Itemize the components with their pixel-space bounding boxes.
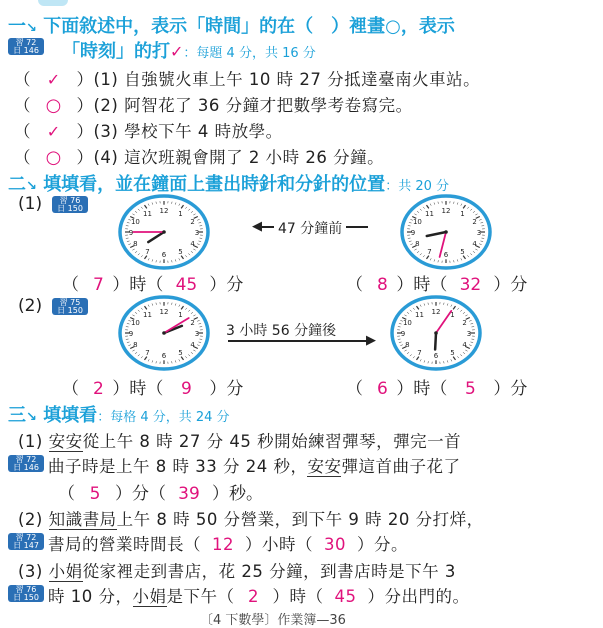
clock-numeral: 9 [129,330,133,338]
clock-numeral: 2 [462,319,466,327]
clock-numeral: 12 [160,207,169,215]
clock-numeral: 4 [462,341,467,349]
clock-numeral: 9 [129,229,133,237]
clock-center [444,230,448,234]
top-decoration [38,0,68,6]
clock-numeral: 5 [460,248,464,256]
clock-numeral: 10 [403,319,412,327]
clock-numeral: 8 [405,341,409,349]
section3-score: ：每格 4 分，共 24 分 [97,410,229,425]
clock-numeral: 4 [472,240,477,248]
section2-score: ：共 20 分 [385,179,449,194]
clock-numeral: 1 [450,311,454,319]
clock-numeral: 2 [190,319,194,327]
clock-numeral: 2 [190,218,194,226]
q3-3-line1: (3) 小娟從家裡走到書店，花 25 分鐘，到書店時是下午 3 [18,558,456,582]
arrow-line [228,340,368,342]
name-underlined: 知識書局 [49,510,117,530]
section2-number: 二 [8,174,26,195]
clock-numeral: 3 [195,330,199,338]
section3-header: 三↘ 填填看：每格 4 分，共 24 分 [8,401,230,427]
reference-badge: 習 72 日 147 [8,533,44,550]
clock-numeral: 5 [450,349,454,357]
clock-numeral: 7 [427,248,431,256]
check-icon: ✓ [170,42,183,61]
section3-title: 填填看 [43,405,97,426]
reference-badge: 習 76 日 150 [52,196,88,213]
reference-badge: 習 72 日 146 [8,38,44,55]
section1-score: ：每題 4 分，共 16 分 [183,46,315,61]
clock-numeral: 4 [190,240,195,248]
name-underlined: 安安 [307,457,341,477]
clock-q1-left [117,194,212,270]
clock-numeral: 1 [460,210,464,218]
q3-1-answer: （ 5 ）分（ 39 ）秒。 [58,479,263,504]
name-underlined: 小娟 [49,562,83,582]
clock-numeral: 5 [178,349,182,357]
section1-title-b-line [62,37,316,63]
q1-label: (1) [18,194,42,214]
reference-badge: 習 72 日 146 [8,455,44,472]
clock-numeral: 3 [467,330,471,338]
clock-numeral: 8 [415,240,419,248]
q1-right-answer: （ 8 ）時（ 32 ）分 [346,270,527,295]
clock-numeral: 12 [432,308,441,316]
section2-title: 填填看，並在鐘面上畫出時針和分針的位置 [43,174,385,195]
clock-numeral: 6 [444,251,449,259]
clock-numeral: 6 [434,352,439,360]
clock-numeral: 3 [195,229,199,237]
clock-q2-left [117,295,212,371]
clock-numeral: 10 [131,218,140,226]
check-mark: ✓ [37,70,71,89]
clock-numeral: 10 [131,319,140,327]
q2-label: (2) [18,296,42,316]
q3-1-line2: 曲子時是上午 8 時 33 分 24 秒，安安彈這首曲子花了 [48,453,460,477]
q3-2-line1: (2) 知識書局上午 8 時 50 分營業，到下午 9 時 20 分打烊， [18,506,484,530]
name-underlined: 安安 [49,432,83,452]
clock-numeral: 6 [162,352,167,360]
clock-center [162,331,166,335]
clock-numeral: 6 [162,251,167,259]
q3-3-line2: 時 10 分，小娟是下午（ 2 ）時（ 45 ）分出門的。 [48,583,470,607]
clock-numeral: 7 [145,248,149,256]
arrow-left-icon: ◀ [252,219,262,234]
section3-number: 三 [8,405,26,426]
clock-numeral: 12 [160,308,169,316]
list-item: （ ○ ）(4) 這次班親會開了 2 小時 26 分鐘。 [14,144,384,168]
clock-numeral: 8 [133,240,137,248]
section1-title-a: 下面敘述中，表示「時間」的在（ ）裡畫○，表示 [43,16,455,37]
q3-1-line1: (1) 安安從上午 8 時 27 分 45 秒開始練習彈琴，彈完一首 [18,428,461,452]
section1-number: 一 [8,16,26,37]
q2-left-answer: （ 2 ）時（ 9 ）分 [62,374,243,399]
section2-header: 二↘ 填填看，並在鐘面上畫出時針和分針的位置：共 20 分 [8,170,449,196]
clock-numeral: 9 [401,330,405,338]
clock-numeral: 11 [425,210,434,218]
clock-numeral: 11 [143,311,152,319]
hour-hand [435,333,436,349]
section1-header: 一↘ 下面敘述中，表示「時間」的在（ ）裡畫○，表示 [8,12,455,38]
clock-numeral: 9 [411,229,415,237]
arrow-label: 3 小時 56 分鐘後 [226,320,336,340]
reference-badge: 習 76 日 150 [8,585,44,602]
check-mark: ✓ [37,122,71,141]
clock-numeral: 12 [442,207,451,215]
arrow-label: 47 分鐘前 [274,218,346,238]
q1-left-answer: （ 7 ）時（ 45 ）分 [62,270,243,295]
list-item: （ ○ ）(2) 阿智花了 36 分鐘才把數學考卷寫完。 [14,92,413,116]
page-footer: 〔4 下數學〕作業簿—36 [200,609,346,628]
clock-numeral: 7 [145,349,149,357]
clock-numeral: 1 [178,311,182,319]
arrow-right-icon: ▶ [366,333,376,348]
section1-title-b: 「時刻」的打 [62,41,170,62]
clock-numeral: 11 [415,311,424,319]
clock-numeral: 4 [190,341,195,349]
circle-mark: ○ [37,95,71,116]
list-item: （ ✓ ）(1) 自強號火車上午 10 時 27 分抵達臺南火車站。 [14,66,480,90]
clock-numeral: 11 [143,210,152,218]
circle-mark: ○ [37,147,71,168]
list-item: （ ✓ ）(3) 學校下午 4 時放學。 [14,118,283,142]
clock-numeral: 5 [178,248,182,256]
clock-center [434,331,438,335]
clock-numeral: 2 [472,218,476,226]
name-underlined: 小娟 [133,587,167,607]
clock-q2-right [389,295,484,371]
clock-numeral: 3 [477,229,481,237]
clock-numeral: 7 [417,349,421,357]
reference-badge: 習 75 日 150 [52,298,88,315]
q2-right-answer: （ 6 ）時（ 5 ）分 [346,374,527,399]
clock-numeral: 1 [178,210,182,218]
clock-numeral: 10 [413,218,422,226]
clock-numeral: 8 [133,341,137,349]
clock-q1-right [399,194,494,270]
q3-2-line2: 書局的營業時間長（ 12 ）小時（ 30 ）分。 [48,531,408,555]
